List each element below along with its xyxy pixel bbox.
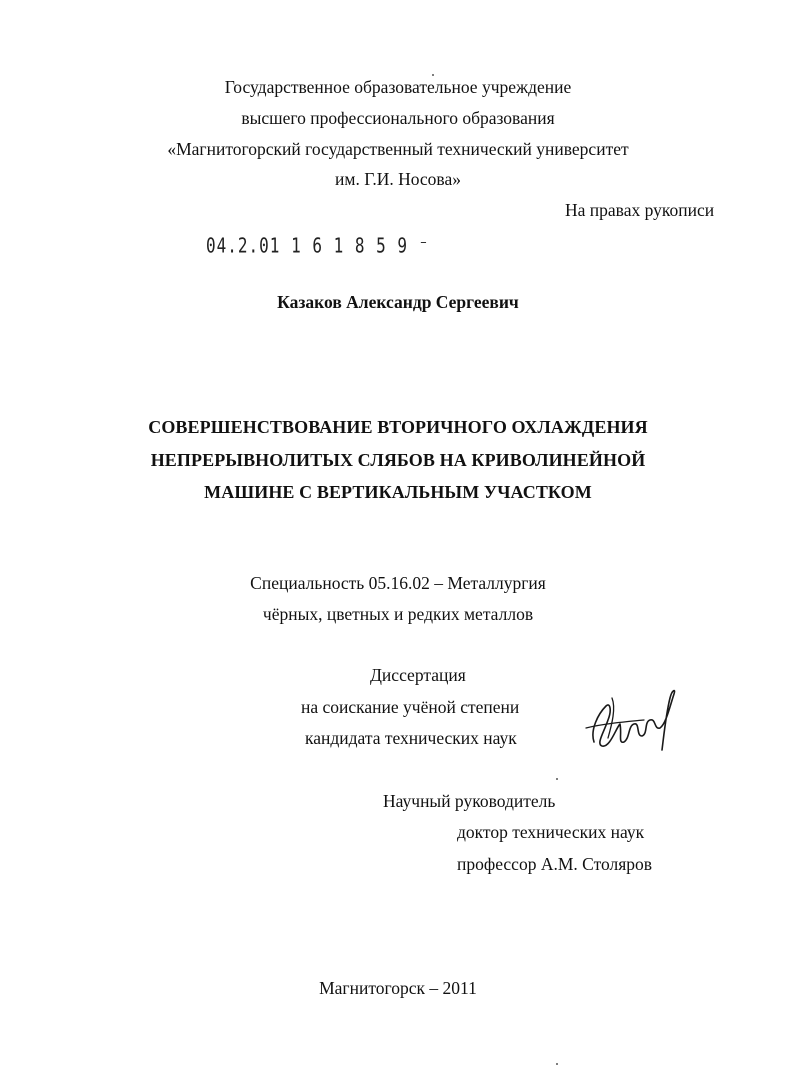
- thesis-title-line-2: НЕПРЕРЫВНОЛИТЫХ СЛЯБОВ НА КРИВОЛИНЕЙНОЙ: [150, 450, 646, 470]
- city-year: Магнитогорск – 2011: [319, 978, 477, 998]
- registration-number: 04.2.01 1 6 1 8 5 9 ⁻: [206, 233, 430, 258]
- institution-line-3: «Магнитогорский государственный технический университет: [167, 139, 629, 159]
- author-name: Казаков Александр Сергеевич: [277, 292, 519, 312]
- scan-speck: [432, 74, 434, 76]
- thesis-title-line-1: СОВЕРШЕНСТВОВАНИЕ ВТОРИЧНОГО ОХЛАЖДЕНИЯ: [148, 417, 648, 437]
- degree-purpose: на соискание учёной степени: [301, 697, 520, 717]
- scan-speck: [556, 1063, 558, 1065]
- supervisor-name: профессор А.М. Столяров: [457, 854, 653, 874]
- signature-icon: [582, 684, 682, 756]
- institution-line-2: высшего профессионального образования: [241, 108, 555, 128]
- specialty-line-1: Специальность 05.16.02 – Металлургия: [250, 573, 546, 593]
- degree-name: кандидата технических наук: [305, 728, 517, 748]
- institution-line-4: им. Г.И. Носова»: [335, 169, 461, 189]
- rights-note: На правах рукописи: [565, 200, 715, 220]
- institution-line-1: Государственное образовательное учреждение: [224, 77, 572, 97]
- supervisor-label: Научный руководитель: [383, 791, 556, 811]
- thesis-title-line-3: МАШИНЕ С ВЕРТИКАЛЬНЫМ УЧАСТКОМ: [204, 482, 592, 502]
- supervisor-degree: доктор технических наук: [457, 822, 645, 842]
- specialty-line-2: чёрных, цветных и редких металлов: [262, 604, 534, 624]
- scan-speck: [556, 778, 558, 780]
- dissertation-label: Диссертация: [370, 665, 466, 685]
